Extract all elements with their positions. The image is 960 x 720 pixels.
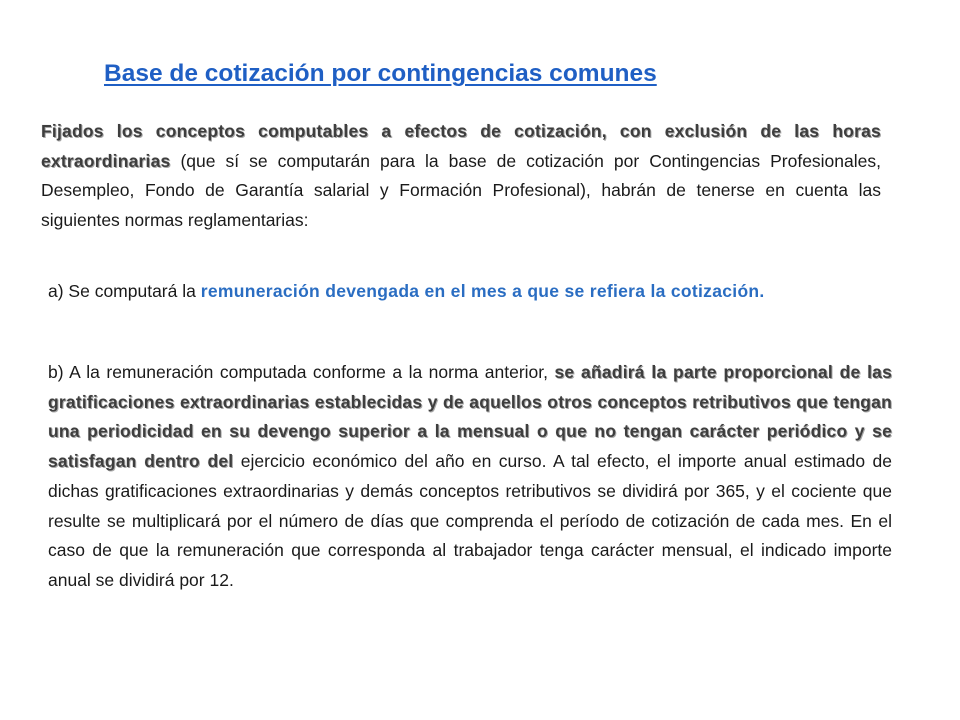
rule-b-plain-text: ejercicio económico del año en curso. A tal efecto, el importe anual estimado de dichas gratificaciones extraordinarias y demás conceptos retributivos se dividirá por 365, y el cociente que resulte se multiplicará por el número de días que comprenda el período de cotización de cada mes. En el caso de que la remuneración que corresponda al trabajador tenga carácter mensual, el indicado importe anual se dividirá por 12. bbox=[48, 451, 892, 590]
rule-a-prefix: a) Se computará la bbox=[48, 281, 201, 301]
rule-b-paragraph bbox=[48, 358, 892, 596]
rule-b-bold-text: se añadirá la parte proporcional de las gratificaciones extraordinarias establecidas y de aquellos otros conceptos retributivos que tengan una periodicidad en su devengo superior a la mensual o que no tengan carácter periódico y se satisfagan dentro del bbox=[48, 362, 893, 472]
rule-a-paragraph bbox=[48, 276, 888, 306]
rule-b-prefix: b) A la remuneración computada conforme a la norma anterior, bbox=[48, 362, 555, 382]
intro-plain-text: (que sí se computarán para la base de cotización por Contingencias Profesionales, Desempleo, Fondo de Garantía salarial y Formación Profesional), habrán de tenerse en cuenta las siguientes normas reglamentarias: bbox=[41, 150, 881, 231]
intro-bold-text: Fijados los conceptos computables a efectos de cotización, con exclusión de las horas extraordinarias bbox=[41, 121, 881, 171]
rule-a-highlight: remuneración devengada en el mes a que se refiera la cotización. bbox=[200, 281, 765, 301]
intro-paragraph bbox=[41, 117, 881, 236]
slide-title: Base de cotización por contingencias comunes bbox=[104, 60, 657, 87]
